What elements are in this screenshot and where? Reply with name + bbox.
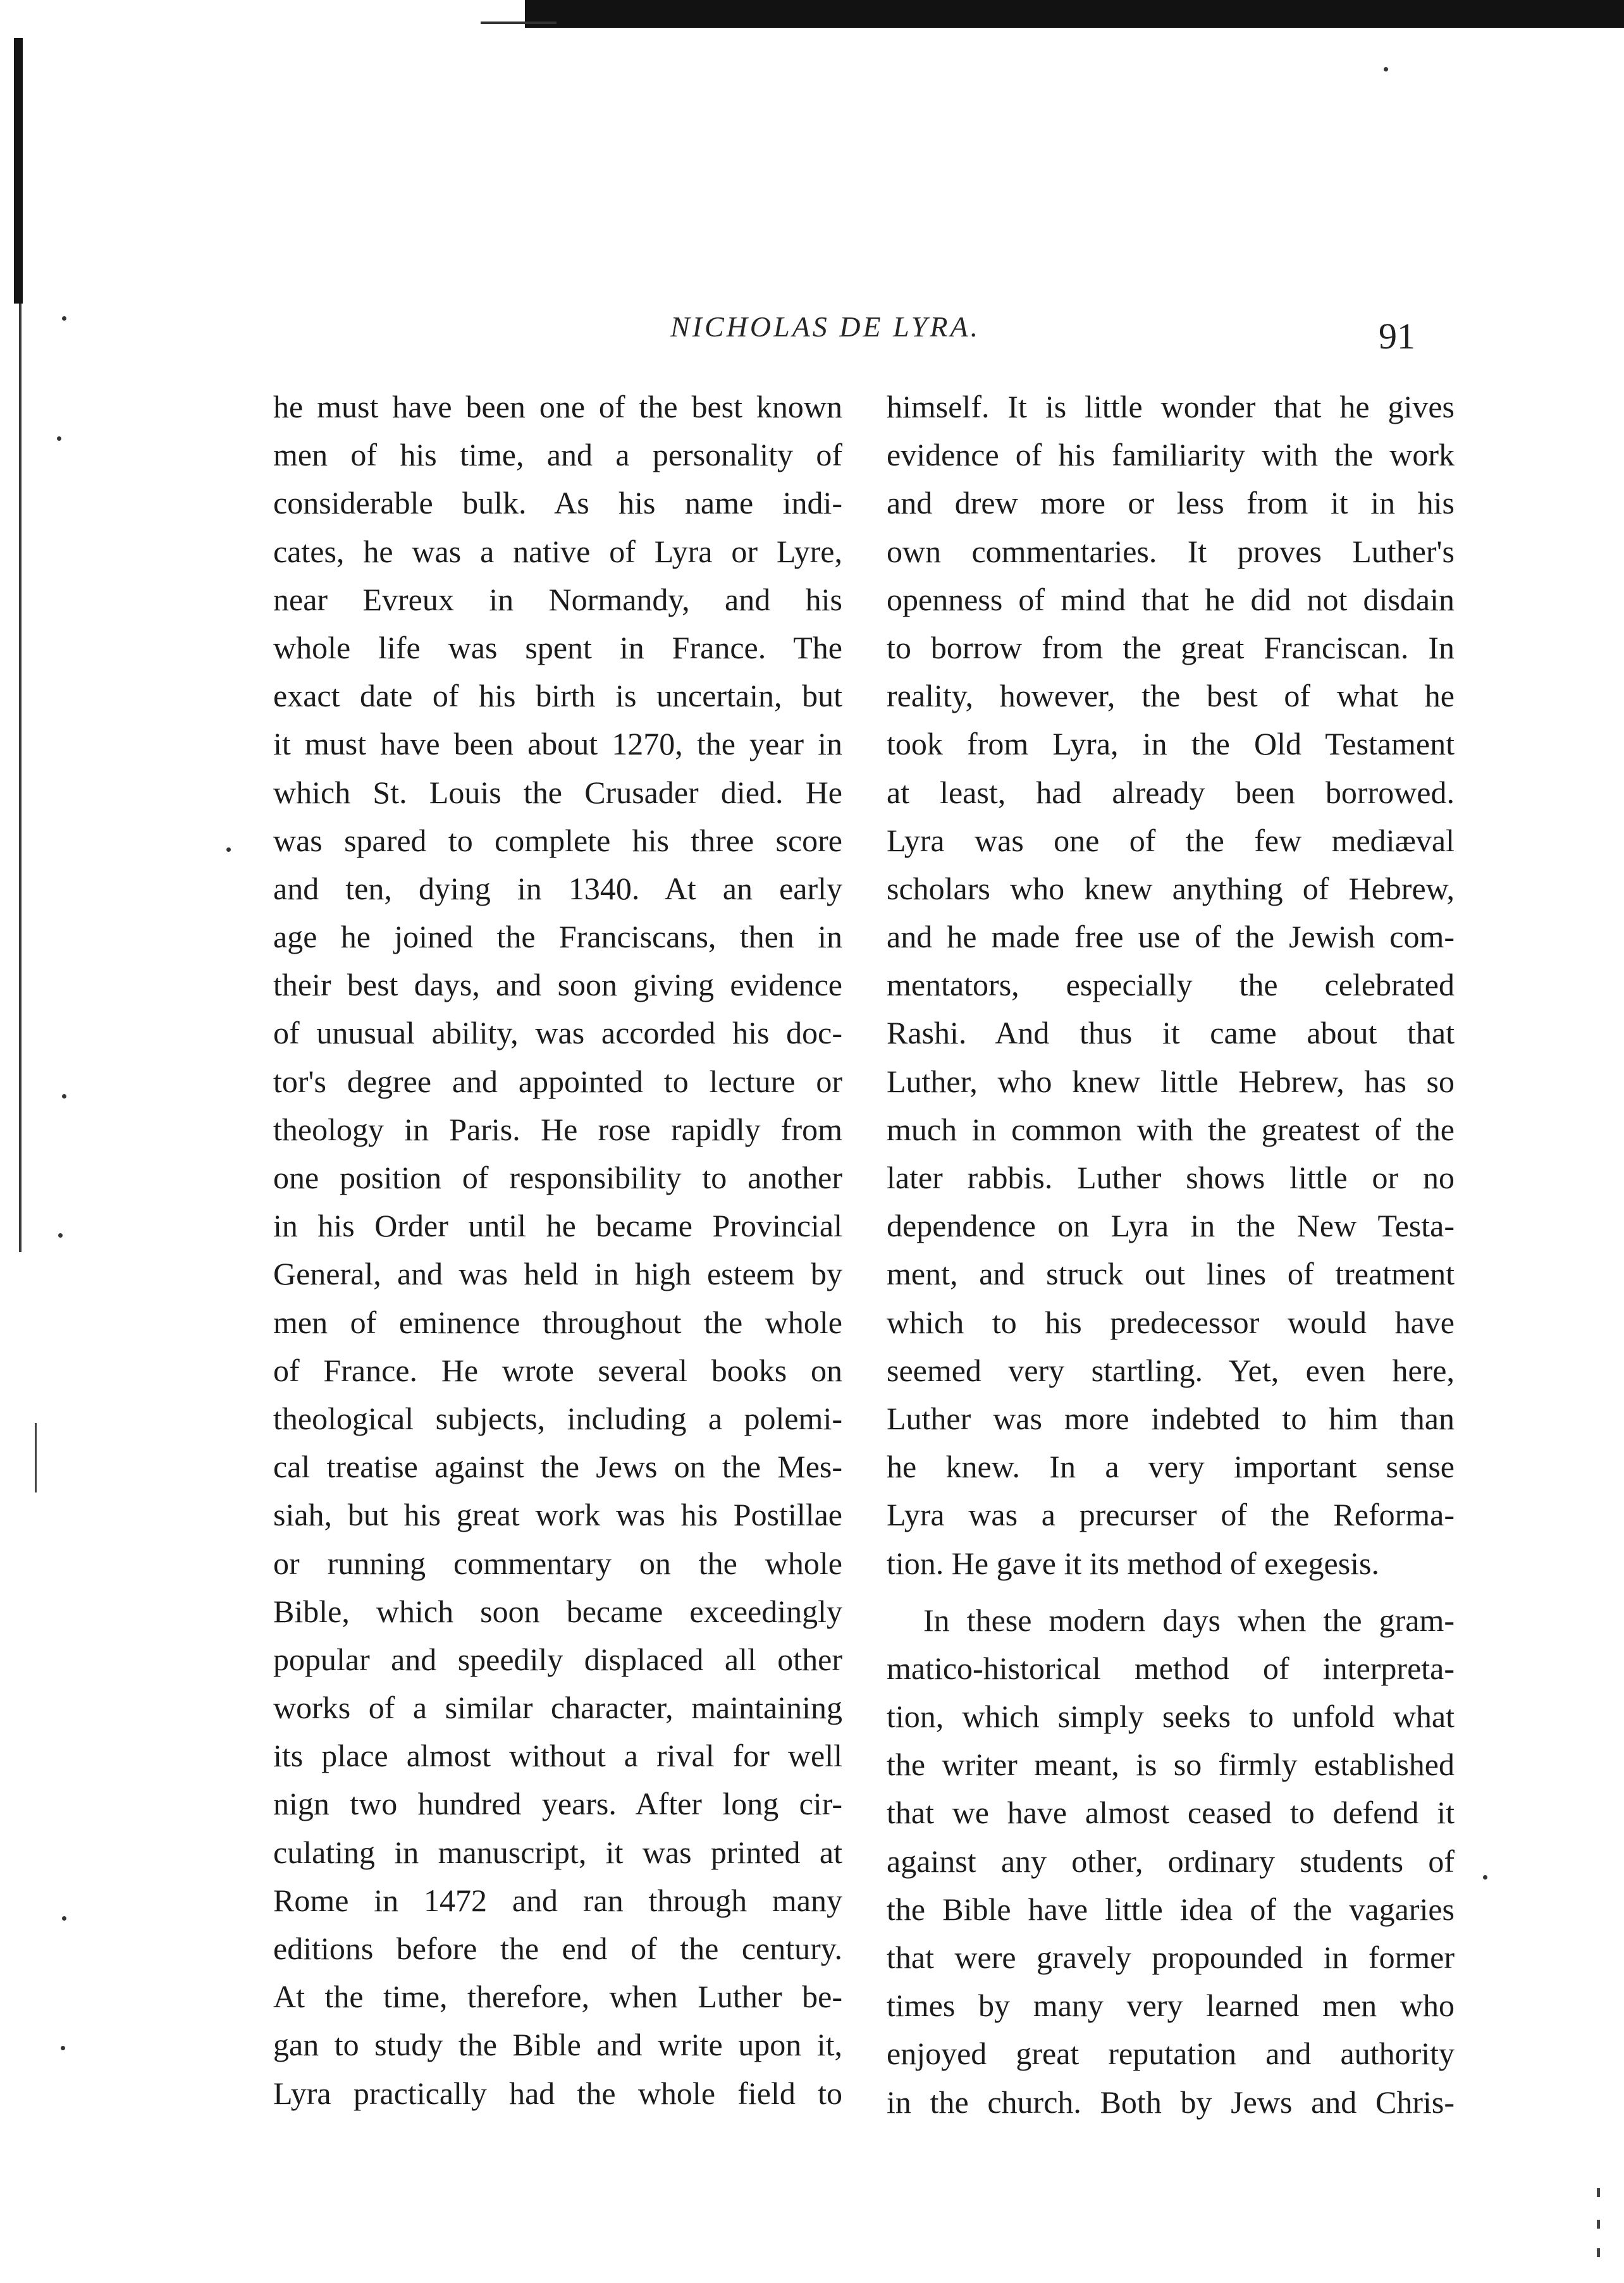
text-line: gan to study the Bible and write upon it, — [273, 2027, 842, 2063]
scan-speck — [1483, 1875, 1487, 1880]
text-line: culating in manuscript, it was printed at — [273, 1834, 842, 1870]
text-line: cal treatise against the Jews on the Mes- — [273, 1449, 842, 1485]
scan-speck — [61, 2046, 65, 2050]
text-line: Luther was more indebted to him than — [887, 1400, 1455, 1436]
text-line: tor's degree and appointed to lecture or — [273, 1063, 842, 1099]
text-line: dependence on Lyra in the New Testa- — [887, 1208, 1455, 1244]
text-line: men of eminence throughout the whole — [273, 1304, 842, 1340]
text-line: Lyra practically had the whole field to — [273, 2075, 842, 2111]
text-line: own commentaries. It proves Luther's — [887, 533, 1455, 569]
text-line: matico-historical method of interpreta- — [887, 1650, 1455, 1686]
scan-speck — [1384, 67, 1388, 71]
text-line: at least, had already been borrowed. — [887, 774, 1455, 810]
text-line: or running commentary on the whole — [273, 1545, 842, 1581]
text-line: theology in Paris. He rose rapidly from — [273, 1111, 842, 1147]
text-line: ment, and struck out lines of treatment — [887, 1256, 1455, 1292]
text-line: the writer meant, is so firmly established — [887, 1747, 1455, 1783]
text-line: men of his time, and a personality of — [273, 437, 842, 473]
text-line: and ten, dying in 1340. At an early — [273, 870, 842, 906]
scan-rule-thin — [481, 22, 557, 24]
text-line: that were gravely propounded in former — [887, 1940, 1455, 1975]
scan-edge-left — [14, 38, 23, 304]
right-column — [887, 383, 1455, 2126]
text-line: popular and speedily displaced all other — [273, 1641, 842, 1677]
text-line: was spared to complete his three score — [273, 822, 842, 858]
text-line: much in common with the greatest of the — [887, 1111, 1455, 1147]
text-line: reality, however, the best of what he — [887, 678, 1455, 714]
text-line: Lyra was a precurser of the Reforma- — [887, 1497, 1455, 1533]
text-line: Lyra was one of the few mediæval — [887, 822, 1455, 858]
page-number: 91 — [1379, 316, 1415, 357]
text-line: whole life was spent in France. The — [273, 629, 842, 665]
text-line: seemed very startling. Yet, even here, — [887, 1352, 1455, 1388]
text-line: age he joined the Franciscans, then in — [273, 919, 842, 955]
text-line: their best days, and soon giving evidence — [273, 967, 842, 1003]
text-line: Rome in 1472 and ran through many — [273, 1882, 842, 1918]
text-line: siah, but his great work was his Postillae — [273, 1497, 842, 1533]
text-line: Bible, which soon became exceedingly — [273, 1593, 842, 1629]
scan-speck — [58, 1233, 63, 1238]
text-line: he knew. In a very important sense — [887, 1449, 1455, 1485]
text-line: took from Lyra, in the Old Testament — [887, 726, 1455, 762]
text-line: later rabbis. Luther shows little or no — [887, 1160, 1455, 1195]
text-line: it must have been about 1270, the year in — [273, 726, 842, 762]
scan-speck — [62, 1916, 66, 1921]
text-line: which to his predecessor would have — [887, 1304, 1455, 1340]
text-line: editions before the end of the century. — [273, 1931, 842, 1966]
text-line: himself. It is little wonder that he gives — [887, 389, 1455, 424]
running-head: NICHOLAS DE LYRA. — [670, 311, 981, 343]
text-line: against any other, ordinary students of — [887, 1843, 1455, 1879]
text-line: exact date of his birth is uncertain, but — [273, 678, 842, 714]
text-line: nign two hundred years. After long cir- — [273, 1786, 842, 1822]
text-line: in his Order until he became Provincial — [273, 1208, 842, 1244]
text-line: the Bible have little idea of the vagaries — [887, 1891, 1455, 1927]
text-line: its place almost without a rival for well — [273, 1738, 842, 1774]
text-line: of France. He wrote several books on — [273, 1352, 842, 1388]
paragraph-break — [887, 1587, 1455, 1596]
text-line: which St. Louis the Crusader died. He — [273, 774, 842, 810]
text-line: mentators, especially the celebrated — [887, 967, 1455, 1003]
scan-mark — [1597, 2248, 1600, 2257]
scan-speck — [62, 316, 66, 321]
scan-speck — [62, 1094, 66, 1098]
text-line: Luther, who knew little Hebrew, has so — [887, 1063, 1455, 1099]
text-line: in the church. Both by Jews and Chris- — [887, 2084, 1455, 2120]
scan-speck — [226, 847, 231, 852]
text-line: near Evreux in Normandy, and his — [273, 581, 842, 617]
left-column — [273, 383, 842, 2117]
text-line: to borrow from the great Franciscan. In — [887, 629, 1455, 665]
text-line: he must have been one of the best known — [273, 389, 842, 424]
text-line: times by many very learned men who — [887, 1988, 1455, 2024]
text-line: tion. He gave it its method of exegesis. — [887, 1545, 1380, 1581]
text-line: scholars who knew anything of Hebrew, — [887, 870, 1455, 906]
scan-edge-left-thin — [19, 304, 22, 1252]
text-line: one position of responsibility to another — [273, 1160, 842, 1195]
text-line: openness of mind that he did not disdain — [887, 581, 1455, 617]
text-line: tion, which simply seeks to unfold what — [887, 1699, 1455, 1735]
text-line: In these modern days when the gram- — [923, 1602, 1455, 1638]
text-line: considerable bulk. As his name indi- — [273, 485, 842, 521]
scan-edge-top — [525, 0, 1624, 28]
text-line: General, and was held in high esteem by — [273, 1256, 842, 1292]
text-line: evidence of his familiarity with the work — [887, 437, 1455, 473]
scan-tick — [35, 1423, 37, 1492]
text-line: enjoyed great reputation and authority — [887, 2036, 1455, 2072]
text-line: that we have almost ceased to defend it — [887, 1795, 1455, 1831]
text-line: Rashi. And thus it came about that — [887, 1015, 1455, 1051]
text-line: cates, he was a native of Lyra or Lyre, — [273, 533, 842, 569]
scan-speck — [57, 436, 61, 441]
text-line: and he made free use of the Jewish com- — [887, 919, 1455, 955]
text-line: and drew more or less from it in his — [887, 485, 1455, 521]
scan-mark — [1597, 2188, 1600, 2197]
text-line: At the time, therefore, when Luther be- — [273, 1979, 842, 2015]
text-line: theological subjects, including a polemi- — [273, 1400, 842, 1436]
scan-mark — [1597, 2220, 1600, 2229]
text-line: works of a similar character, maintaining — [273, 1690, 842, 1726]
text-line: of unusual ability, was accorded his doc- — [273, 1015, 842, 1051]
